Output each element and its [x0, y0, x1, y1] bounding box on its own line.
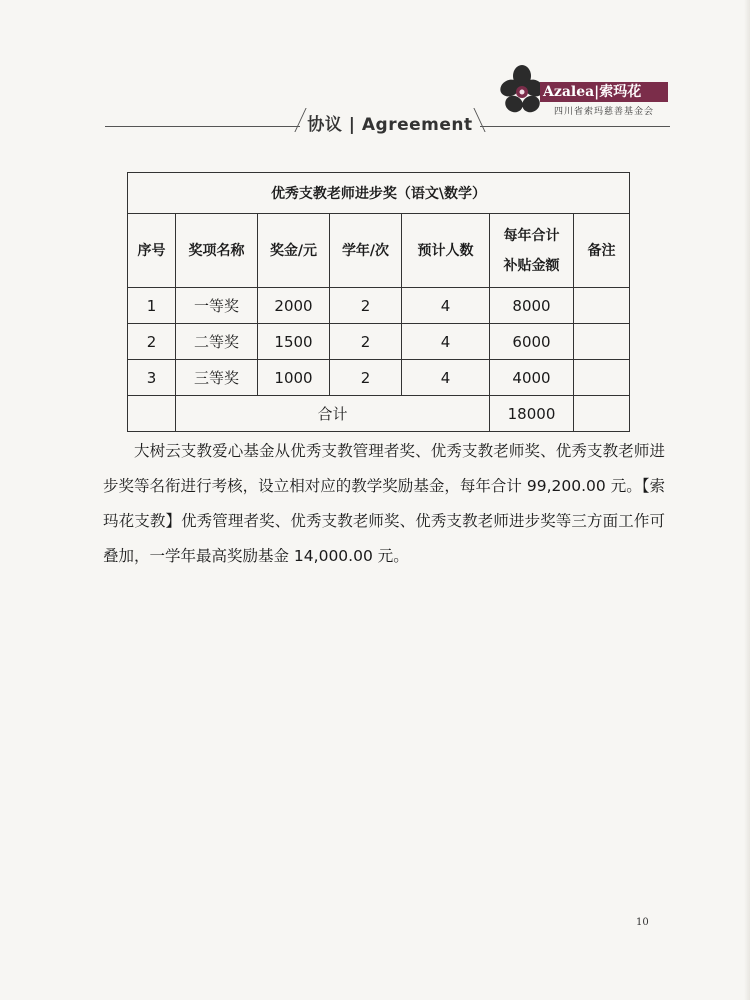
body-paragraph: 大树云支教爱心基金从优秀支教管理者奖、优秀支教老师奖、优秀支教老师进步奖等名衔进行考核，设立相对应的教学奖励基金，每年合计 99,200.00 元。【索玛花支教】优秀管理者奖、优秀支教老师奖、优秀支教老师进步奖等三方面工作可叠加，一学年最高奖励基金 14,000.00 元。: [103, 442, 665, 565]
column-header-subtotal: 每年合计补贴金额: [490, 214, 574, 288]
azalea-flower-icon: [500, 62, 544, 120]
cell-times: 2: [330, 288, 402, 324]
total-label: 合计: [176, 396, 490, 432]
page-title: [300, 108, 480, 136]
column-header: 学年/次: [330, 214, 402, 288]
cell-name: 三等奖: [176, 360, 258, 396]
column-header: 备注: [574, 214, 630, 288]
cell-count: 4: [402, 324, 490, 360]
header-rule-right: [480, 126, 670, 127]
column-header: 奖金/元: [258, 214, 330, 288]
cell-empty: [574, 396, 630, 432]
table-caption-row: [128, 173, 630, 214]
cell-no: 2: [128, 324, 176, 360]
table-row: [128, 324, 630, 360]
cell-subtotal: 8000: [490, 288, 574, 324]
logo-org-name: 四川省索玛慈善基金会: [553, 107, 654, 117]
cell-bonus: 1500: [258, 324, 330, 360]
total-value: 18000: [490, 396, 574, 432]
cell-bonus: 2000: [258, 288, 330, 324]
table-header-row: [128, 214, 630, 288]
cell-empty: [128, 396, 176, 432]
table-row: [128, 288, 630, 324]
column-header: 预计人数: [402, 214, 490, 288]
column-header: 序号: [128, 214, 176, 288]
cell-note: [574, 324, 630, 360]
table-total-row: [128, 396, 630, 432]
table-row: [128, 360, 630, 396]
foundation-logo: [500, 62, 670, 120]
cell-times: 2: [330, 324, 402, 360]
cell-no: 3: [128, 360, 176, 396]
cell-subtotal: 6000: [490, 324, 574, 360]
header-rule-left: [105, 126, 300, 127]
page-title-text: 协议 | Agreement: [307, 115, 473, 135]
cell-no: 1: [128, 288, 176, 324]
cell-name: 一等奖: [176, 288, 258, 324]
award-table: [127, 172, 630, 432]
cell-note: [574, 288, 630, 324]
cell-note: [574, 360, 630, 396]
page-number: 10: [636, 917, 649, 928]
cell-name: 二等奖: [176, 324, 258, 360]
logo-name: Azalea|索玛花: [540, 82, 668, 102]
cell-count: 4: [402, 360, 490, 396]
cell-subtotal: 4000: [490, 360, 574, 396]
table-caption: 优秀支教老师进步奖（语文\数学）: [128, 173, 630, 214]
cell-bonus: 1000: [258, 360, 330, 396]
column-header: 奖项名称: [176, 214, 258, 288]
scan-edge-shadow: [744, 0, 750, 1000]
cell-count: 4: [402, 288, 490, 324]
cell-times: 2: [330, 360, 402, 396]
